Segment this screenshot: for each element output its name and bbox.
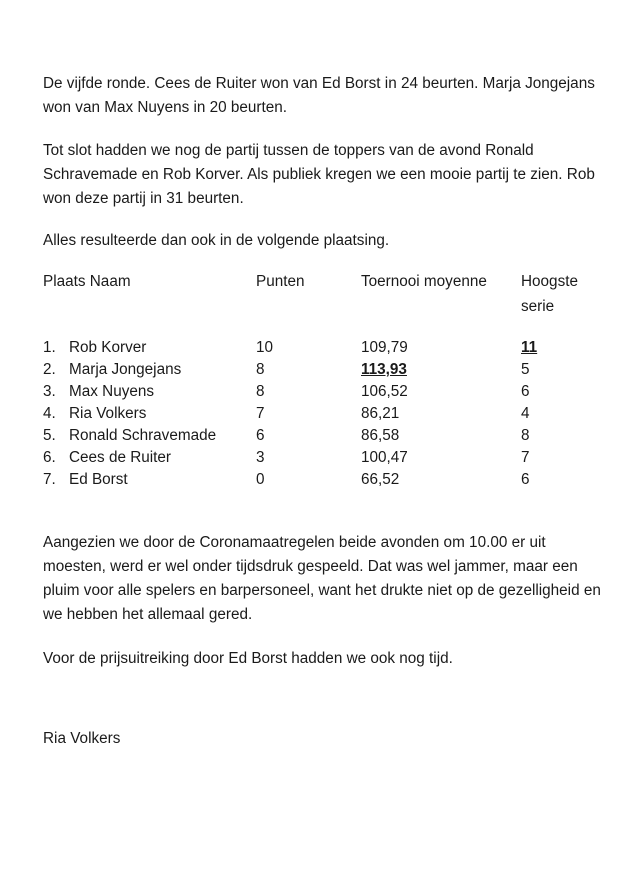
row-punten: 7 [256,405,265,422]
paragraph-corona-measures: Aangezien we door de Coronamaatregelen beide avonden om 10.00 er uit moesten, werd er wel onder tijdsdruk gespeeld. Dat was wel jammer, maar een pluim voor alle spelers en barpersoneel, want het drukte niet op de gezelligheid en we hebben het allemaal gered. [43,534,601,623]
author-signature: Ria Volkers [43,730,121,747]
row-punten: 0 [256,471,265,488]
paragraph-prize-giving: Voor de prijsuitreiking door Ed Borst hadden we ook nog tijd. [43,650,453,667]
header-punten: Punten [256,273,305,290]
row-moyenne: 86,58 [361,427,400,444]
row-plaats: 1. [43,339,56,356]
row-naam: Ronald Schravemade [69,427,217,444]
paragraph-standings-intro: Alles resulteerde dan ook in de volgende plaatsing. [43,232,390,249]
row-hoogste: 8 [521,427,530,444]
row-naam: Ed Borst [69,471,128,488]
row-naam: Max Nuyens [69,383,155,400]
header-hoogste: Hoogste [521,273,578,290]
paragraph-round-five: De vijfde ronde. Cees de Ruiter won van Ed Borst in 24 beurten. Marja Jongejans won van Max Nuyens in 20 beurten. [43,75,595,116]
row-plaats: 2. [43,361,56,378]
header-moyenne: Toernooi moyenne [361,273,487,290]
row-moyenne-highlight: 113,93 [361,361,407,378]
row-moyenne: 66,52 [361,471,400,488]
row-punten: 8 [256,383,265,400]
row-plaats: 3. [43,383,56,400]
row-hoogste-highlight: 11 [521,339,538,356]
row-moyenne: 100,47 [361,449,408,466]
row-naam: Marja Jongejans [69,361,182,378]
row-plaats: 5. [43,427,56,444]
row-hoogste: 6 [521,383,530,400]
row-naam: Ria Volkers [69,405,147,422]
row-hoogste: 4 [521,405,530,422]
header-serie: serie [521,298,555,315]
row-hoogste: 7 [521,449,530,466]
row-plaats: 7. [43,471,56,488]
row-punten: 3 [256,449,265,466]
row-hoogste: 6 [521,471,530,488]
header-plaats-naam: Plaats Naam [43,273,131,290]
row-hoogste: 5 [521,361,530,378]
row-moyenne: 86,21 [361,405,400,422]
row-naam: Cees de Ruiter [69,449,172,466]
row-punten: 8 [256,361,265,378]
row-punten: 10 [256,339,274,356]
row-plaats: 4. [43,405,56,422]
row-plaats: 6. [43,449,56,466]
row-punten: 6 [256,427,265,444]
paragraph-final-match: Tot slot hadden we nog de partij tussen de toppers van de avond Ronald Schravemade en Rob Korver. Als publiek kregen we een mooie partij te zien. Rob won deze partij in 31 beurten. [43,142,595,207]
row-naam: Rob Korver [69,339,147,356]
row-moyenne: 106,52 [361,383,408,400]
row-moyenne: 109,79 [361,339,408,356]
